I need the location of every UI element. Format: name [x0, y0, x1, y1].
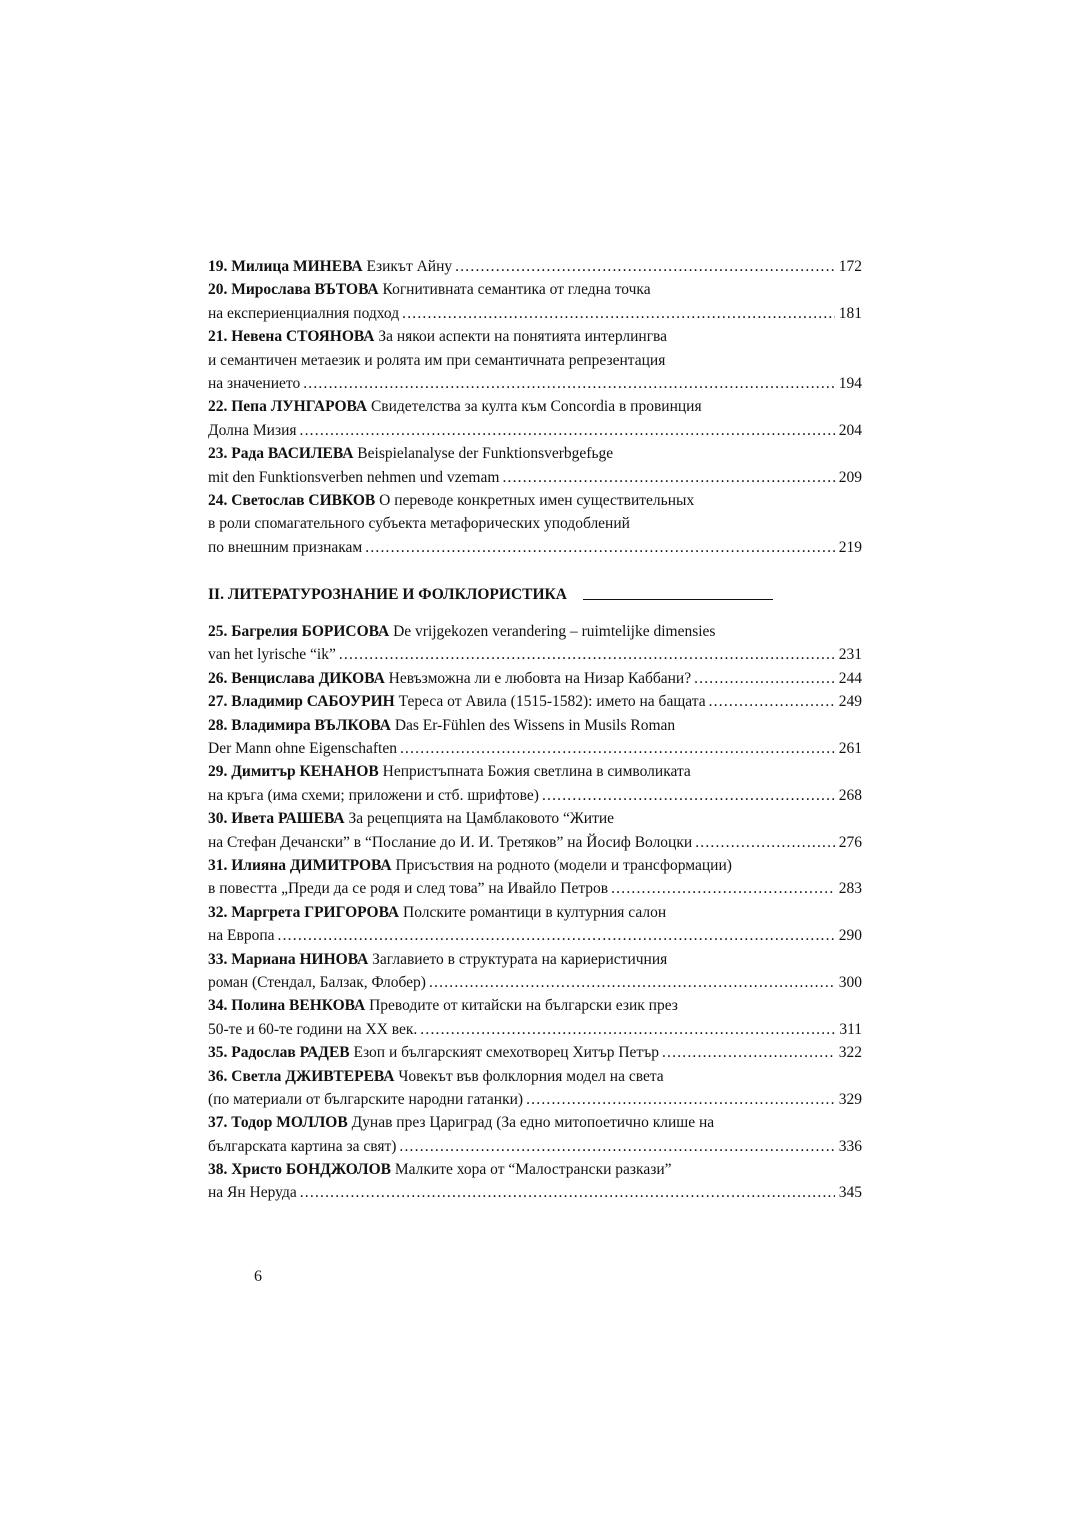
entry-title: на кръга (има схеми; приложени и стб. шрифтове) [208, 786, 539, 804]
entry-title: Преводите от китайски на български език през [369, 997, 678, 1015]
toc-entry-line [208, 1111, 862, 1134]
entry-title: De vrijgekozen verandering – ruimtelijke dimensies [393, 623, 716, 641]
toc-entry-text [208, 1068, 664, 1085]
entry-title: Непристъпната Божия светлина в символиката [382, 763, 691, 781]
toc-entry-text [208, 857, 732, 874]
entry-title: За някои аспекти на понятията интерлингва [378, 328, 668, 346]
entry-page: 322 [838, 1044, 862, 1062]
entry-author: Ивета РАШЕВА [231, 810, 345, 828]
toc-entry [208, 1065, 862, 1112]
toc-entry-line [208, 489, 862, 512]
entry-author: Владимира ВЪЛКОВА [231, 716, 391, 734]
entry-number: 20. [208, 281, 228, 299]
toc-entry-text [208, 302, 399, 325]
entry-title: на значението [208, 374, 301, 392]
toc-entry-line [208, 372, 862, 395]
entry-title: Невъзможна ли е любовта на Низар Каббани? [388, 669, 692, 687]
toc-entry [208, 760, 862, 807]
dot-leader [399, 1135, 834, 1158]
entry-title: Тереса от Авила (1515-1582): името на бащата [398, 693, 706, 711]
dot-leader [502, 466, 834, 489]
entry-author: Мариана НИНОВА [231, 950, 369, 968]
entry-title: на Стефан Дечански” в “Послание до И. И. Третяков” на Йосиф Волоцки [208, 833, 693, 851]
toc-entry-line [208, 877, 862, 900]
entry-title: Езоп и българският смехотворец Хитър Петър [353, 1044, 659, 1062]
dot-leader [278, 924, 835, 947]
entry-author: Полина ВЕНКОВА [231, 997, 366, 1015]
toc-entry-text [208, 667, 691, 690]
toc-entry-text [208, 1161, 672, 1178]
entry-title: Der Mann ohne Eigenschaften [208, 740, 397, 758]
toc-entry-text [208, 623, 715, 640]
toc-entry [208, 667, 862, 690]
toc-entry-text [208, 492, 694, 509]
entry-number: 29. [208, 763, 228, 781]
toc-entry-line [208, 784, 862, 807]
toc-entry-line [208, 278, 862, 301]
toc-entry-text [208, 997, 678, 1014]
toc-entry [208, 807, 862, 854]
toc-entry-text [208, 466, 499, 489]
entry-number: 19. [208, 258, 228, 275]
entry-author: Маргрета ГРИГОРОВА [231, 903, 400, 921]
dot-leader [526, 1088, 835, 1111]
toc-entry-text [208, 1041, 659, 1064]
dot-leader [402, 302, 835, 325]
dot-leader [709, 690, 835, 713]
entry-title: Когнитивната семантика от гледна точка [382, 281, 651, 299]
entry-number: 37. [208, 1114, 228, 1132]
toc-entry-text [208, 810, 614, 827]
toc-entry-line [208, 1065, 862, 1088]
entry-title: Заглавието в структурата на кариеристичния [372, 950, 668, 968]
toc-entry-line [208, 536, 862, 559]
entry-page: 336 [838, 1137, 862, 1155]
toc-entry-line [208, 302, 862, 325]
toc-entry-text [208, 784, 539, 807]
toc-entry [208, 994, 862, 1041]
entry-page: 311 [839, 1020, 862, 1038]
entry-author: Рада ВАСИЛЕВА [231, 445, 354, 463]
entry-number: 21. [208, 328, 228, 346]
dot-leader [611, 877, 835, 900]
toc-entry-text [208, 831, 692, 854]
toc-entry-text [208, 328, 667, 345]
toc-entry-line [208, 349, 862, 372]
table-of-contents [208, 255, 862, 1205]
toc-entry [208, 714, 862, 761]
toc-entry [208, 395, 862, 442]
entry-title: van het lyrische “ik” [208, 646, 336, 664]
toc-entry [208, 442, 862, 489]
entry-title: 50-те и 60-те години на XX век. [208, 1020, 418, 1038]
entry-title: Долна Мизия [208, 421, 297, 439]
entry-author: Илияна ДИМИТРОВА [231, 856, 392, 874]
dot-leader [400, 737, 835, 760]
entry-title: О переводе конкретных имен существительных [379, 491, 695, 509]
entry-title: Свидетелства за култа към Concordia в провинция [370, 398, 702, 416]
toc-entry-text [208, 445, 613, 462]
dot-leader [662, 1041, 835, 1064]
entry-number: 30. [208, 810, 228, 828]
toc-entry [208, 690, 862, 713]
toc-entry-line [208, 1135, 862, 1158]
entry-title: Езикът Айну [366, 258, 453, 275]
toc-entry [208, 1111, 862, 1158]
entry-number: 24. [208, 491, 228, 509]
toc-entry-line [208, 1018, 862, 1041]
toc-entry-line [208, 760, 862, 783]
toc-entry-line [208, 1088, 862, 1111]
entry-page: 231 [838, 646, 862, 664]
entry-page: 172 [838, 258, 862, 275]
toc-entry-line [208, 971, 862, 994]
entry-author: Светла ДЖИВТЕРЕВА [231, 1067, 395, 1085]
entry-number: 26. [208, 669, 228, 687]
entry-title: в повестта „Преди да се родя и след това” на Ивайло Петров [208, 880, 609, 898]
entry-page: 244 [838, 669, 862, 687]
toc-entry-line [208, 325, 862, 348]
toc-entry-line [208, 924, 862, 947]
toc-entry [208, 1041, 862, 1064]
toc-entry-line [208, 643, 862, 666]
entry-title: Малките хора от “Малострански разкази” [394, 1161, 672, 1179]
entry-title: на експериенциалния подход [208, 304, 400, 322]
entry-page: 261 [838, 740, 862, 758]
toc-entry [208, 948, 862, 995]
toc-entry-text [208, 1135, 396, 1158]
toc-entry-text [208, 1181, 297, 1204]
entry-title: на Европа [208, 927, 275, 945]
toc-entry-text [208, 536, 362, 559]
entry-title: Присъствия на родното (модели и трансформации) [395, 856, 732, 874]
dot-leader [695, 831, 835, 854]
toc-entry-line [208, 512, 862, 535]
entry-title: За рецепцията на Цамблаковото “Житие [348, 810, 615, 828]
entry-page: 249 [838, 693, 862, 711]
toc-entry-line [208, 667, 862, 690]
entry-page: 300 [838, 973, 862, 991]
entry-number: 33. [208, 950, 228, 968]
dot-leader [339, 643, 835, 666]
toc-entry-text [208, 904, 666, 921]
entry-page: 290 [838, 927, 862, 945]
toc-entry-text [208, 690, 706, 713]
toc-entry [208, 255, 862, 278]
toc-entry-text [208, 737, 397, 760]
entry-title: Das Er-Fühlen des Wissens in Musils Roman [394, 716, 676, 734]
toc-entry-text [208, 1114, 714, 1131]
dot-leader [455, 255, 835, 278]
entry-page: 345 [838, 1184, 862, 1202]
entry-page: 219 [838, 538, 862, 556]
entry-page: 204 [838, 421, 862, 439]
entry-number: 35. [208, 1044, 228, 1062]
entry-author: Мирослава ВЪТОВА [231, 281, 379, 299]
entry-author: Тодор МОЛЛОВ [231, 1114, 348, 1132]
dot-leader [300, 1181, 835, 1204]
dot-leader [429, 971, 835, 994]
toc-entry-text [208, 971, 426, 994]
entry-page: 329 [838, 1090, 862, 1108]
entry-number: 31. [208, 856, 228, 874]
entry-title: (по материали от българските народни гатанки) [208, 1090, 524, 1108]
toc-entry-text [208, 1088, 523, 1111]
entry-number: 34. [208, 997, 228, 1015]
toc-entry-text [208, 255, 452, 278]
entry-title: mit den Funktionsverben nehmen und vzemam [208, 468, 500, 486]
entry-page: 276 [838, 833, 862, 851]
toc-entry-text [208, 515, 630, 532]
entry-title: по внешним признакам [208, 538, 363, 556]
toc-entry-line [208, 831, 862, 854]
toc-entry-text [208, 352, 665, 369]
toc-entry-text [208, 372, 300, 395]
entry-number: 27. [208, 693, 228, 711]
toc-entry-line [208, 419, 862, 442]
entry-number: 22. [208, 398, 228, 416]
toc-entry-text [208, 951, 667, 968]
toc-entry-line [208, 466, 862, 489]
toc-entry [208, 620, 862, 667]
toc-entry-line [208, 442, 862, 465]
toc-entry-line [208, 948, 862, 971]
entry-title: Полските романтици в културния салон [403, 903, 667, 921]
toc-entry [208, 489, 862, 559]
toc-group-literature [208, 620, 862, 1205]
toc-entry-text [208, 398, 702, 415]
entry-title: Човекът във фолклорния модел на света [398, 1067, 664, 1085]
toc-entry-line [208, 994, 862, 1017]
toc-entry [208, 325, 862, 395]
toc-entry-line [208, 620, 862, 643]
entry-title: на Ян Неруда [208, 1184, 297, 1202]
toc-entry-line [208, 690, 862, 713]
entry-title: Дунав през Цариград (За едно митопоетично клише на [351, 1114, 715, 1132]
toc-entry-text [208, 419, 297, 442]
toc-entry [208, 854, 862, 901]
entry-number: 23. [208, 445, 228, 463]
entry-title: Beispielanalyse der Funktionsverbgefьge [357, 445, 614, 463]
entry-number: 28. [208, 716, 228, 734]
entry-author: Пепа ЛУНГАРОВА [231, 398, 368, 416]
dot-leader [694, 667, 835, 690]
toc-group-linguistics [208, 255, 862, 559]
toc-entry-text [208, 717, 675, 734]
entry-number: 32. [208, 903, 228, 921]
entry-title: роман (Стендал, Балзак, Флобер) [208, 973, 426, 991]
toc-entry [208, 278, 862, 325]
toc-entry-text [208, 643, 336, 666]
toc-entry-text [208, 1018, 417, 1041]
toc-entry-line [208, 901, 862, 924]
toc-entry [208, 1158, 862, 1205]
entry-author: Светослав СИВКОВ [231, 491, 376, 509]
entry-page: 194 [838, 374, 862, 392]
toc-entry-text [208, 281, 651, 298]
page-number: 6 [254, 1268, 262, 1285]
entry-number: 25. [208, 623, 228, 641]
entry-author: Димитър КЕНАНОВ [231, 763, 379, 781]
entry-page: 181 [838, 304, 862, 322]
toc-entry-line [208, 255, 862, 278]
entry-author: Невена СТОЯНОВА [231, 328, 375, 346]
toc-entry-line [208, 1041, 862, 1064]
entry-author: Христо БОНДЖОЛОВ [231, 1161, 391, 1179]
toc-entry-line [208, 395, 862, 418]
entry-author: Милица МИНЕВА [231, 258, 363, 275]
toc-entry-text [208, 877, 608, 900]
toc-entry-line [208, 807, 862, 830]
dot-leader [303, 372, 835, 395]
toc-entry-line [208, 737, 862, 760]
entry-author: Владимир САБОУРИН [231, 693, 395, 711]
entry-title: в роли спомагательного субъекта метафорических уподоблений [208, 515, 630, 533]
section-heading [208, 583, 862, 606]
toc-entry [208, 901, 862, 948]
entry-page: 268 [838, 786, 862, 804]
toc-entry-line [208, 1181, 862, 1204]
toc-entry-text [208, 763, 691, 780]
toc-entry-line [208, 714, 862, 737]
section-rule [583, 599, 773, 600]
entry-number: 38. [208, 1161, 228, 1179]
toc-entry-line [208, 854, 862, 877]
dot-leader [300, 419, 835, 442]
entry-author: Радослав РАДЕВ [231, 1044, 350, 1062]
entry-title: българската картина за свят) [208, 1137, 397, 1155]
toc-entry-text [208, 924, 275, 947]
entry-page: 209 [838, 468, 862, 486]
section-title: II. ЛИТЕРАТУРОЗНАНИЕ И ФОЛКЛОРИСТИКА [208, 586, 567, 604]
entry-number: 36. [208, 1067, 228, 1085]
entry-author: Багрелия БОРИСОВА [231, 623, 390, 641]
dot-leader [365, 536, 835, 559]
toc-entry-line [208, 1158, 862, 1181]
entry-page: 283 [838, 880, 862, 898]
dot-leader [542, 784, 835, 807]
entry-author: Венцислава ДИКОВА [231, 669, 385, 687]
entry-title: и семантичен метаезик и ролята им при семантичната репрезентация [208, 351, 666, 369]
dot-leader [420, 1018, 835, 1041]
